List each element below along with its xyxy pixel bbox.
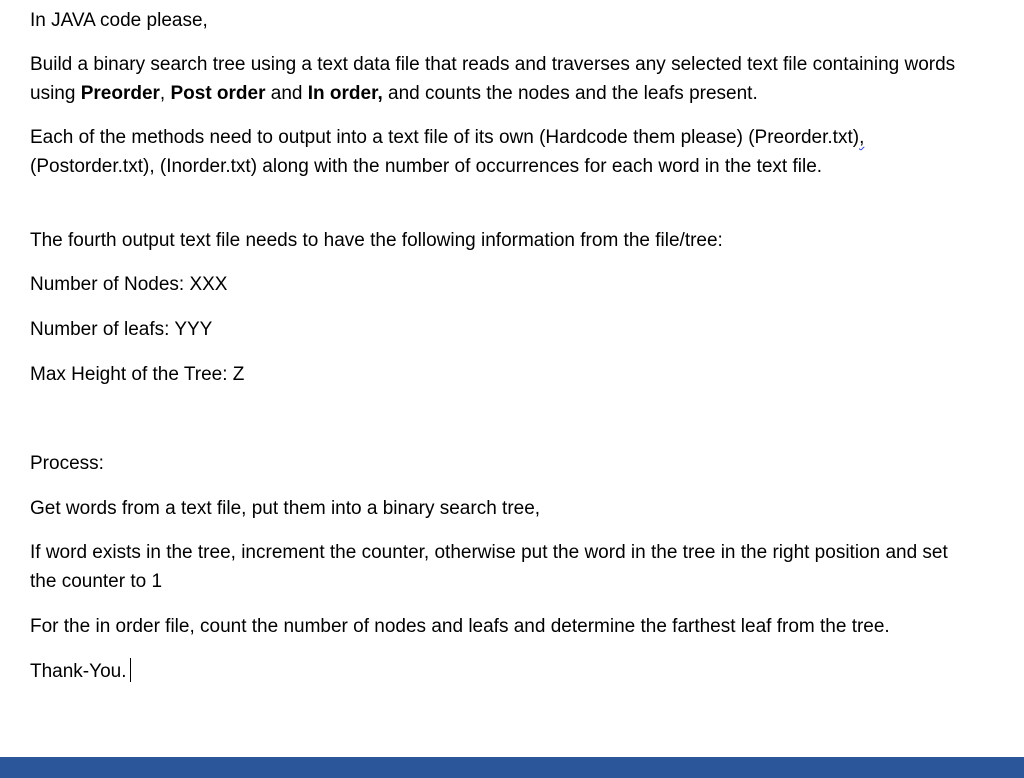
line-number-of-nodes: Number of Nodes: XXX xyxy=(30,274,228,295)
paragraph-fourth-file: The fourth output text file needs to have the following information from the file/tree: xyxy=(30,230,723,251)
output-files-text-start: Each of the methods need to output into a text file of its own (Hardcode them please) (Preorder.txt) xyxy=(30,127,860,148)
line-number-of-leafs: Number of leafs: YYY xyxy=(30,319,213,340)
paragraph-request: In JAVA code please, xyxy=(30,10,208,31)
task-text-end: and counts the nodes and the leafs present. xyxy=(382,83,758,104)
paragraph-thanks xyxy=(30,657,131,686)
task-text-sep-1: , xyxy=(159,83,171,104)
line-max-height: Max Height of the Tree: Z xyxy=(30,364,245,385)
paragraph-output-files xyxy=(30,123,970,181)
paragraph-process-step-2: If word exists in the tree, increment the counter, otherwise put the word in the tree in the right position and set the counter to 1 xyxy=(30,542,948,592)
task-text-sep-2: and xyxy=(265,83,308,104)
text-cursor xyxy=(130,658,131,682)
bold-in-order: In order, xyxy=(307,83,383,104)
spellcheck-marked-comma[interactable]: , xyxy=(859,127,865,148)
paragraph-process-step-1: Get words from a text file, put them into a binary search tree, xyxy=(30,498,541,519)
bold-post-order: Post order xyxy=(170,83,266,104)
paragraph-task-description xyxy=(30,50,970,108)
paragraph-process-step-3: For the in order file, count the number of nodes and leafs and determine the farthest leaf from the tree. xyxy=(30,616,890,637)
bold-preorder: Preorder xyxy=(80,83,160,104)
thanks-text: Thank-You. xyxy=(30,661,127,682)
output-files-text-end: (Postorder.txt), (Inorder.txt) along with the number of occurrences for each word in the text file. xyxy=(30,156,823,177)
status-bar xyxy=(0,757,1024,778)
task-text-start: Build a binary search tree using a text data file that reads and traverses any selected text file containing words using xyxy=(30,54,956,104)
heading-process: Process: xyxy=(30,453,104,474)
